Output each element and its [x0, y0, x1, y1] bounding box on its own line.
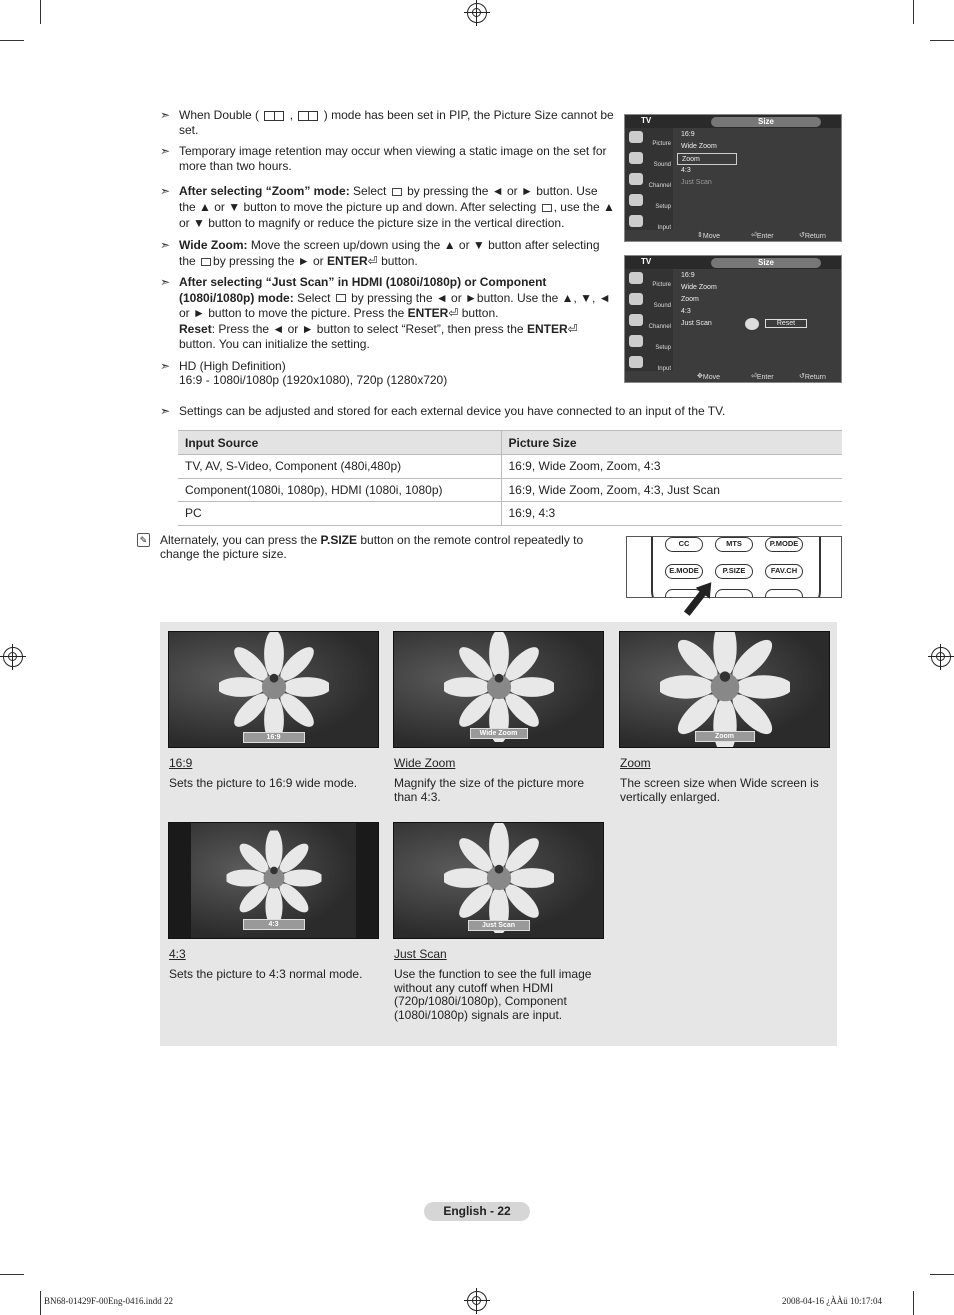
- gallery-item-description: Sets the picture to 16:9 wide mode.: [169, 776, 358, 790]
- note-item: ➣ Wide Zoom: Move the screen up/down using the ▲ or ▼ button after selecting the by pressing the ► or ENTER⏎ button.: [160, 238, 600, 268]
- gallery-item-4-3: [168, 822, 379, 982]
- notes-list: [160, 108, 615, 394]
- osd-title: Size: [711, 117, 821, 127]
- crop-mark: [0, 40, 24, 41]
- arrow-icon: ➣: [160, 238, 171, 252]
- osd-menu-input: Input: [625, 212, 673, 233]
- table-header-row: [178, 431, 842, 455]
- osd-menu-sound: Sound: [625, 149, 673, 170]
- table-header: Picture Size: [501, 431, 842, 455]
- gallery-item-just-scan: [393, 822, 604, 1022]
- table-cell: Component(1080i, 1080p), HDMI (1080i, 1080p): [178, 478, 501, 502]
- note-item: ➣ After selecting “Zoom” mode: Select by pressing the ◄ or ► button. Use the ▲ or ▼ button to move the picture up and down. After selecting , use the ▲ or ▼ button to magnify or reduce the picture size in the vertical direction.: [160, 184, 615, 230]
- sound-icon: [629, 293, 643, 305]
- osd-size-zoom: TV Size Picture Sound Channel Setup Input 16:9 Wide Zoom Zoom 4:3 Just Scan ⇕ Move ⏎ Enter ↺ Return: [624, 114, 842, 242]
- flower-photo: [393, 822, 604, 939]
- footer-timestamp: 2008-04-16 ¿ÀÀü 10:17:04: [782, 1296, 882, 1306]
- table-cell: PC: [178, 502, 501, 526]
- enter-icon: ⏎: [567, 321, 578, 336]
- table-row: [178, 455, 842, 479]
- note-item: ➣ HD (High Definition) 16:9 - 1080i/1080p (1920x1080), 720p (1280x720): [160, 358, 448, 387]
- note-icon: ✎: [137, 533, 150, 547]
- crop-mark: [913, 0, 914, 24]
- gallery-item-title: Zoom: [620, 756, 651, 770]
- osd-help-bar: ⇕ Move ⏎ Enter ↺ Return: [697, 232, 826, 240]
- picture-size-label: Wide Zoom: [470, 728, 528, 739]
- remote-forward-button: [765, 589, 803, 598]
- tip-note: ✎ Alternately, you can press the P.SIZE button on the remote control repeatedly to change the picture size.: [137, 533, 597, 561]
- picture-icon: [629, 131, 643, 143]
- gallery-item-title: Just Scan: [394, 947, 447, 961]
- remote-emode-button: E.MODE: [665, 564, 703, 579]
- arrow-icon: ➣: [160, 404, 171, 418]
- direction-pad-icon: [745, 318, 759, 330]
- remote-favch-button: FAV.CH: [765, 564, 803, 579]
- flower-icon: [219, 632, 329, 742]
- crop-mark: [913, 1291, 914, 1315]
- input-icon: [629, 356, 643, 368]
- osd-reset-button: Reset: [765, 319, 807, 328]
- picture-size-gallery: [160, 622, 837, 1046]
- picture-size-label: 16:9: [243, 732, 305, 743]
- footer-file-info: BN68-01429F-00Eng-0416.indd 22: [44, 1296, 173, 1306]
- gallery-item-16-9: [168, 631, 379, 791]
- registration-mark-icon: [931, 647, 951, 667]
- setup-icon: [629, 335, 643, 347]
- size-select-icon: [392, 188, 402, 196]
- table-cell: 16:9, 4:3: [501, 502, 842, 526]
- osd-size-just-scan: TV Size Picture Sound Channel Setup Input 16:9 Wide Zoom Zoom 4:3 Just Scan Reset ✥ Move ⏎ Enter ↺ Return: [624, 255, 842, 383]
- table-cell: TV, AV, S-Video, Component (480i,480p): [178, 455, 501, 479]
- gallery-item-title: 16:9: [169, 756, 193, 770]
- osd-sidebar: [625, 128, 673, 230]
- remote-pause-button: [715, 589, 753, 598]
- osd-menu-channel: Channel: [625, 170, 673, 191]
- note-item: ➣ Settings can be adjusted and stored for each external device you have connected to an input of the TV.: [160, 404, 726, 418]
- channel-icon: [629, 314, 643, 326]
- crop-mark: [930, 1274, 954, 1275]
- arrow-icon: ➣: [160, 358, 171, 373]
- osd-help-bar: ✥ Move ⏎ Enter ↺ Return: [697, 373, 826, 381]
- double-pip-icon: [264, 111, 284, 121]
- table-row: [178, 478, 842, 502]
- picture-icon: [629, 272, 643, 284]
- gallery-item-description: Magnify the size of the picture more than 4:3.: [394, 776, 585, 804]
- note-item: ➣ Temporary image retention may occur when viewing a static image on the set for more than two hours.: [160, 144, 607, 173]
- table-row: [178, 502, 842, 526]
- gallery-item-wide-zoom: [393, 631, 604, 804]
- osd-options: 16:9 Wide Zoom Zoom 4:3 Just Scan: [677, 129, 839, 229]
- crop-mark: [40, 1291, 41, 1315]
- gallery-item-title: Wide Zoom: [394, 756, 456, 770]
- flower-icon: [444, 632, 554, 742]
- picture-size-label: Just Scan: [468, 920, 530, 931]
- registration-mark-icon: [3, 647, 23, 667]
- channel-icon: [629, 173, 643, 185]
- crop-mark: [40, 0, 41, 24]
- enter-icon: ⏎: [367, 254, 378, 268]
- page-number: English - 22: [424, 1202, 530, 1221]
- osd-menu-channel: Channel: [625, 311, 673, 332]
- osd-menu-setup: Setup: [625, 332, 673, 353]
- sound-icon: [629, 152, 643, 164]
- flower-photo: [619, 631, 830, 748]
- gallery-item-title: 4:3: [169, 947, 186, 961]
- osd-options: 16:9 Wide Zoom Zoom 4:3 Just Scan: [681, 272, 717, 327]
- table-cell: 16:9, Wide Zoom, Zoom, 4:3: [501, 455, 842, 479]
- arrow-icon: ➣: [160, 144, 171, 158]
- flower-photo: [168, 822, 379, 939]
- gallery-item-description: The screen size when Wide screen is vertically enlarged.: [620, 776, 819, 804]
- remote-psize-button: P.SIZE: [715, 564, 753, 579]
- registration-mark-icon: [467, 1291, 487, 1311]
- osd-menu-input: Input: [625, 353, 673, 374]
- double-pip-icon: [298, 111, 318, 121]
- size-select-icon: [336, 294, 346, 302]
- arrow-icon: ➣: [160, 108, 171, 122]
- crop-mark: [930, 40, 954, 41]
- osd-menu-picture: Picture: [625, 269, 673, 290]
- registration-mark-icon: [467, 3, 487, 23]
- osd-title: Size: [711, 258, 821, 268]
- remote-pmode-button: P.MODE: [765, 537, 803, 552]
- remote-mts-button: MTS: [715, 537, 753, 552]
- note-item: ➣ After selecting “Just Scan” in HDMI (1080i/1080p) or Component (1080i/1080p) mode: Select by pressing the ◄ or ►button. Use the ▲, ▼, ◄ or ► button to move the picture. Press the ENTER⏎ button. Reset: Press the ◄ or ► button to select “Reset”, then press the ENTER⏎ button. You can initialize the setting.: [160, 275, 611, 351]
- remote-control-illustration: [626, 536, 842, 598]
- flower-photo: [168, 631, 379, 748]
- arrow-icon: ➣: [160, 184, 171, 198]
- flower-photo: [393, 631, 604, 748]
- picture-size-table: [178, 430, 842, 526]
- osd-menu-picture: Picture: [625, 128, 673, 149]
- size-select-icon: [201, 258, 211, 266]
- flower-icon: [226, 831, 321, 926]
- picture-size-label: Zoom: [695, 731, 755, 742]
- arrow-icon: ➣: [160, 275, 171, 289]
- osd-menu-setup: Setup: [625, 191, 673, 212]
- gallery-item-zoom: [619, 631, 830, 804]
- crop-mark: [0, 1274, 24, 1275]
- flower-icon: [444, 823, 554, 933]
- osd-sidebar: [625, 269, 673, 371]
- note-item: ➣ When Double ( , ) mode has been set in PIP, the Picture Size cannot be set.: [160, 108, 614, 137]
- osd-menu-sound: Sound: [625, 290, 673, 311]
- input-icon: [629, 215, 643, 227]
- enter-icon: ⏎: [448, 306, 459, 320]
- gallery-item-description: Sets the picture to 4:3 normal mode.: [169, 967, 363, 981]
- picture-size-label: 4:3: [243, 919, 305, 930]
- setup-icon: [629, 194, 643, 206]
- size-select-icon: [542, 204, 552, 212]
- table-header: Input Source: [178, 431, 501, 455]
- table-cell: 16:9, Wide Zoom, Zoom, 4:3, Just Scan: [501, 478, 842, 502]
- remote-cc-button: CC: [665, 537, 703, 552]
- gallery-item-description: Use the function to see the full image without any cutoff when HDMI (720p/1080i/1080p), Component (1080i/1080p) signals are input.: [394, 967, 592, 1022]
